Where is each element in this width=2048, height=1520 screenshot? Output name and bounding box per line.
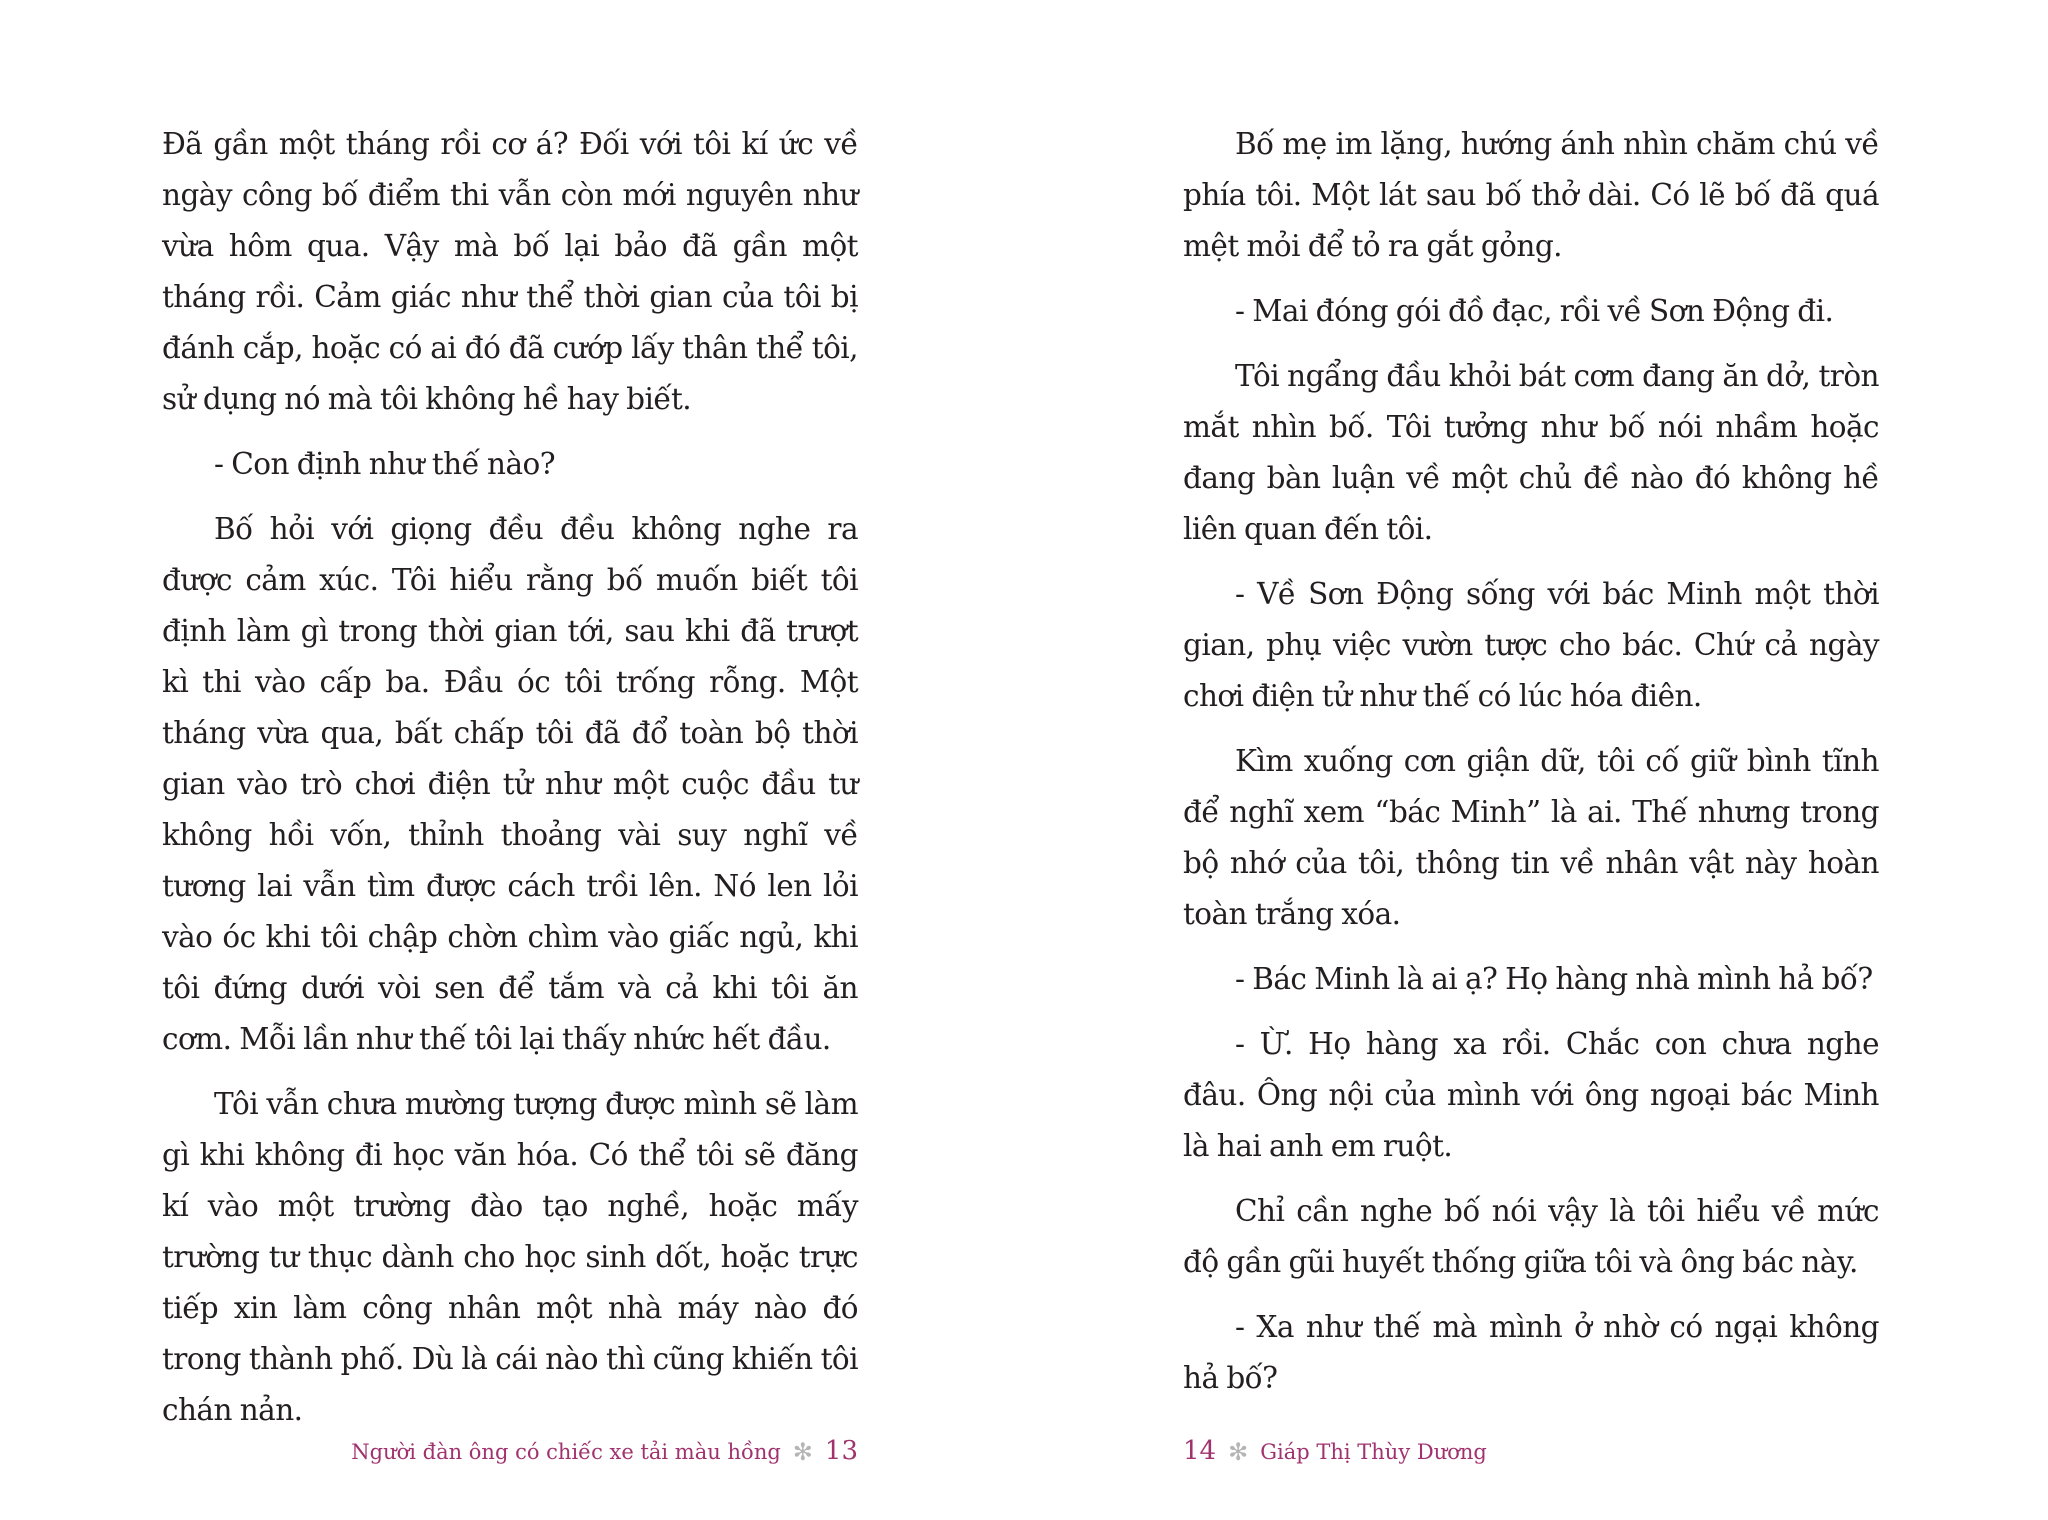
running-title: Người đàn ông có chiếc xe tải màu hồng — [351, 1440, 781, 1464]
right-page-footer — [1183, 1436, 1487, 1467]
running-author: Giáp Thị Thùy Dương — [1260, 1440, 1487, 1464]
paragraph: Bố mẹ im lặng, hướng ánh nhìn chăm chú về phía tôi. Một lát sau bố thở dài. Có lẽ bố đã quá mệt mỏi để tỏ ra gắt gỏng. — [1183, 127, 1879, 263]
paragraph: Tôi vẫn chưa mường tượng được mình sẽ làm gì khi không đi học văn hóa. Có thể tôi sẽ đăng kí vào một trường đào tạo nghề, hoặc mấy trường tư thục dành cho học sinh dốt, hoặc trực tiếp xin làm công nhân một nhà máy nào đó trong thành phố. Dù là cái nào thì cũng khiến tôi chán nản. — [162, 1087, 858, 1427]
paragraph: Bố hỏi với giọng đều đều không nghe ra được cảm xúc. Tôi hiểu rằng bố muốn biết tôi định làm gì trong thời gian tới, sau khi đã trượt kì thi vào cấp ba. Đầu óc tôi trống rỗng. Một tháng vừa qua, bất chấp tôi đã đổ toàn bộ thời gian vào trò chơi điện tử như một cuộc đầu tư không hồi vốn, thỉnh thoảng vài suy nghĩ về tương lai vẫn tìm được cách trồi lên. Nó len lỏi vào óc khi tôi chập chờn chìm vào giấc ngủ, khi tôi đứng dưới vòi sen để tắm và cả khi tôi ăn cơm. Mỗi lần như thế tôi lại thấy nhức hết đầu. — [162, 512, 858, 1056]
paragraph: Kìm xuống cơn giận dữ, tôi cố giữ bình tĩnh để nghĩ xem “bác Minh” là ai. Thế nhưng trong bộ nhớ của tôi, thông tin về nhân vật này hoàn toàn trắng xóa. — [1183, 744, 1879, 931]
page-number: 13 — [824, 1436, 858, 1466]
paragraph: - Mai đóng gói đồ đạc, rồi về Sơn Động đi. — [1235, 294, 1834, 328]
paragraph: - Xa như thế mà mình ở nhờ có ngại không hả bố? — [1183, 1310, 1879, 1395]
paragraph: - Bác Minh là ai ạ? Họ hàng nhà mình hả bố? — [1235, 962, 1873, 996]
right-page-text — [1183, 119, 1879, 1418]
paragraph: - Về Sơn Động sống với bác Minh một thời gian, phụ việc vườn tược cho bác. Chứ cả ngày chơi điện tử như thế có lúc hóa điên. — [1183, 577, 1879, 713]
asterisk-separator-icon: ✻ — [792, 1438, 813, 1466]
left-page-text — [162, 119, 858, 1450]
asterisk-separator-icon: ✻ — [1228, 1438, 1249, 1466]
paragraph: Đã gần một tháng rồi cơ á? Đối với tôi kí ức về ngày công bố điểm thi vẫn còn mới nguyên như vừa hôm qua. Vậy mà bố lại bảo đã gần một tháng rồi. Cảm giác như thể thời gian của tôi bị đánh cắp, hoặc có ai đó đã cướp lấy thân thể tôi, sử dụng nó mà tôi không hề hay biết. — [162, 127, 858, 416]
paragraph: - Con định như thế nào? — [214, 447, 556, 481]
left-page-footer — [351, 1436, 858, 1467]
paragraph: Tôi ngẩng đầu khỏi bát cơm đang ăn dở, tròn mắt nhìn bố. Tôi tưởng như bố nói nhầm hoặc đang bàn luận về một chủ đề nào đó không hề liên quan đến tôi. — [1183, 359, 1879, 546]
right-page — [1024, 0, 2048, 1520]
page-number: 14 — [1183, 1436, 1217, 1466]
paragraph: Chỉ cần nghe bố nói vậy là tôi hiểu về mức độ gần gũi huyết thống giữa tôi và ông bác này. — [1183, 1194, 1879, 1279]
paragraph: - Ừ. Họ hàng xa rồi. Chắc con chưa nghe đâu. Ông nội của mình với ông ngoại bác Minh là hai anh em ruột. — [1183, 1027, 1879, 1163]
